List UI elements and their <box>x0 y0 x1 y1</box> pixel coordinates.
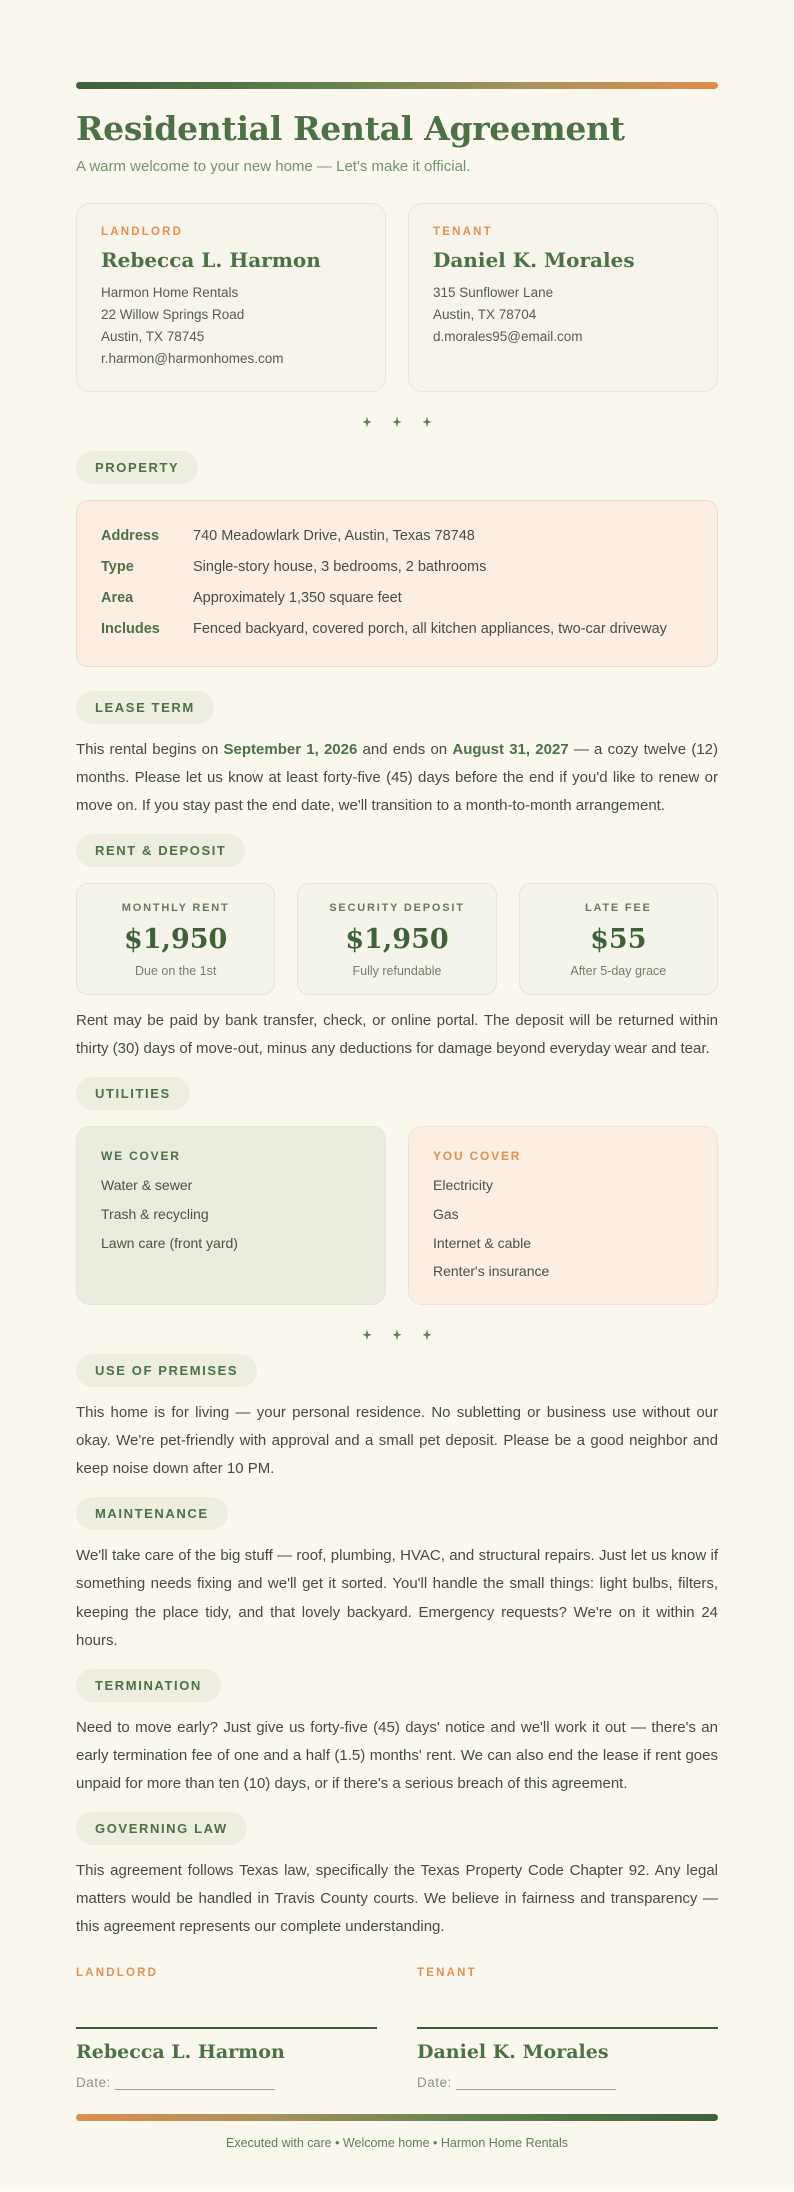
section-divider <box>76 416 718 427</box>
property-row <box>101 583 693 614</box>
stat-caption: Due on the 1st <box>135 963 217 978</box>
landlord-signature-label: LANDLORD <box>76 1966 159 1979</box>
landlord-city: Austin, TX 78745 <box>101 328 205 344</box>
tenant-card <box>408 203 718 392</box>
landlord-date-field: Date: ____________________ <box>76 2074 276 2090</box>
monthly-rent-card <box>76 883 275 995</box>
lease-start-date: September 1, 2026 <box>223 740 358 758</box>
lease-term-paragraph <box>76 736 718 820</box>
tenant-name: Daniel K. Morales <box>433 248 635 272</box>
top-gradient-bar <box>76 82 718 89</box>
diamond-icon <box>363 416 372 427</box>
lease-text: — a cozy twelve (12) months. Please let us know at least forty-five (45) days before the end if you'd like to renew or move on. If you stay past the end date, we'll transition to a month-to-month arrangement. <box>76 740 718 814</box>
landlord-role-label: LANDLORD <box>101 226 184 238</box>
property-row-value: Single-story house, 3 bedrooms, 2 bathrooms <box>193 559 487 576</box>
tenant-signature-line <box>417 2027 718 2029</box>
lease-end-date: August 31, 2027 <box>452 740 569 758</box>
you-cover-label: YOU COVER <box>433 1148 522 1163</box>
tenant-signature-column <box>417 1967 718 2090</box>
governing-law-section-badge: GOVERNING LAW <box>76 1812 247 1845</box>
tenant-signature-name: Daniel K. Morales <box>417 2040 609 2063</box>
property-section-badge: PROPERTY <box>76 451 198 484</box>
property-row-value: Fenced backyard, covered porch, all kitchen appliances, two-car driveway <box>193 621 667 638</box>
utility-item: Water & sewer <box>101 1176 193 1193</box>
property-row-label: Includes <box>101 621 160 638</box>
tenant-signature-label: TENANT <box>417 1966 477 1979</box>
tenant-street: 315 Sunflower Lane <box>433 285 554 300</box>
diamond-icon <box>393 416 402 427</box>
property-row <box>101 521 693 552</box>
landlord-email: r.harmon@harmonhomes.com <box>101 350 284 366</box>
property-panel <box>76 500 718 666</box>
signature-block <box>76 1967 718 2090</box>
rent-stats-row <box>76 883 718 995</box>
stat-label: SECURITY DEPOSIT <box>329 901 465 914</box>
you-cover-card <box>408 1126 718 1306</box>
lease-text: and ends on <box>357 740 453 758</box>
landlord-signature-column <box>76 1967 377 2090</box>
rent-deposit-section-badge: RENT & DEPOSIT <box>76 834 245 867</box>
property-row <box>101 614 693 645</box>
landlord-name: Rebecca L. Harmon <box>101 248 321 272</box>
parties-row <box>76 203 718 392</box>
property-row-label: Type <box>101 559 134 576</box>
page-title: Residential Rental Agreement <box>76 109 625 148</box>
use-of-premises-section-badge: USE OF PREMISES <box>76 1354 257 1387</box>
landlord-card <box>76 203 386 392</box>
rent-paragraph: Rent may be paid by bank transfer, check, or online portal. The deposit will be returned within thirty (30) days of move-out, minus any deductions for damage beyond everyday wear and tear. <box>76 1011 718 1057</box>
we-cover-label: WE COVER <box>101 1148 181 1163</box>
utility-item: Electricity <box>433 1176 493 1193</box>
late-fee-amount: $55 <box>590 923 647 955</box>
utility-item: Internet & cable <box>433 1234 532 1251</box>
tenant-date-field: Date: ____________________ <box>417 2074 617 2090</box>
lease-term-section-badge: LEASE TERM <box>76 691 214 724</box>
lease-text: This rental begins on <box>76 740 224 758</box>
property-row-label: Address <box>101 528 160 545</box>
stat-label: LATE FEE <box>584 901 652 914</box>
late-fee-card <box>519 883 718 995</box>
diamond-icon <box>393 1329 402 1340</box>
landlord-company: Harmon Home Rentals <box>101 285 239 300</box>
landlord-signature-name: Rebecca L. Harmon <box>76 2040 285 2063</box>
diamond-icon <box>423 1329 432 1340</box>
property-row-value: Approximately 1,350 square feet <box>193 590 402 607</box>
tenant-city: Austin, TX 78704 <box>433 306 537 322</box>
page-bottom-edge <box>0 2188 794 2192</box>
utility-item: Trash & recycling <box>101 1205 209 1222</box>
utility-item: Lawn care (front yard) <box>101 1234 238 1251</box>
security-deposit-amount: $1,950 <box>345 923 449 955</box>
landlord-street: 22 Willow Springs Road <box>101 306 245 322</box>
tenant-role-label: TENANT <box>433 226 493 238</box>
we-cover-card <box>76 1126 386 1306</box>
property-row-label: Area <box>101 590 134 607</box>
stat-caption: Fully refundable <box>352 963 442 978</box>
footer-text: Executed with care • Welcome home • Harmon Home Rentals <box>226 2135 568 2150</box>
property-row-value: 740 Meadowlark Drive, Austin, Texas 78748 <box>193 528 475 545</box>
utility-item: Renter's insurance <box>433 1263 550 1280</box>
security-deposit-card <box>297 883 496 995</box>
maintenance-paragraph: We'll take care of the big stuff — roof, plumbing, HVAC, and structural repairs. Just let us know if something needs fixing and we'll get it sorted. You'll handle the small things: light bulbs, filters, keeping the place tidy, and that lovely backyard. Emergency requests? We're on it within 24 hours. <box>76 1547 718 1649</box>
property-row <box>101 552 693 583</box>
utilities-section-badge: UTILITIES <box>76 1077 190 1110</box>
use-of-premises-paragraph: This home is for living — your personal residence. No subletting or business use without our okay. We're pet-friendly with approval and a small pet deposit. Please be a good neighbor and keep noise down after 10 PM. <box>76 1404 718 1478</box>
stat-label: MONTHLY RENT <box>121 901 230 914</box>
monthly-rent-amount: $1,950 <box>123 923 228 955</box>
maintenance-section-badge: MAINTENANCE <box>76 1497 228 1530</box>
termination-paragraph: Need to move early? Just give us forty-five (45) days' notice and we'll work it out — there's an early termination fee of one and a half (1.5) months' rent. We can also end the lease if rent goes unpaid for more than ten (10) days, or if there's a serious breach of this agreement. <box>76 1718 718 1792</box>
page-subtitle: A warm welcome to your new home — Let's make it official. <box>76 158 471 175</box>
termination-section-badge: TERMINATION <box>76 1669 221 1702</box>
diamond-icon <box>423 416 432 427</box>
stat-caption: After 5-day grace <box>570 963 667 978</box>
utilities-row <box>76 1126 718 1306</box>
tenant-email: d.morales95@email.com <box>433 328 583 344</box>
bottom-gradient-bar <box>76 2114 718 2121</box>
diamond-icon <box>363 1329 372 1340</box>
section-divider <box>76 1329 718 1340</box>
landlord-signature-line <box>76 2027 377 2029</box>
governing-law-paragraph: This agreement follows Texas law, specifically the Texas Property Code Chapter 92. Any legal matters would be handled in Travis County courts. We believe in fairness and transparency — this agreement represents our complete understanding. <box>76 1861 718 1935</box>
utility-item: Gas <box>433 1205 459 1222</box>
